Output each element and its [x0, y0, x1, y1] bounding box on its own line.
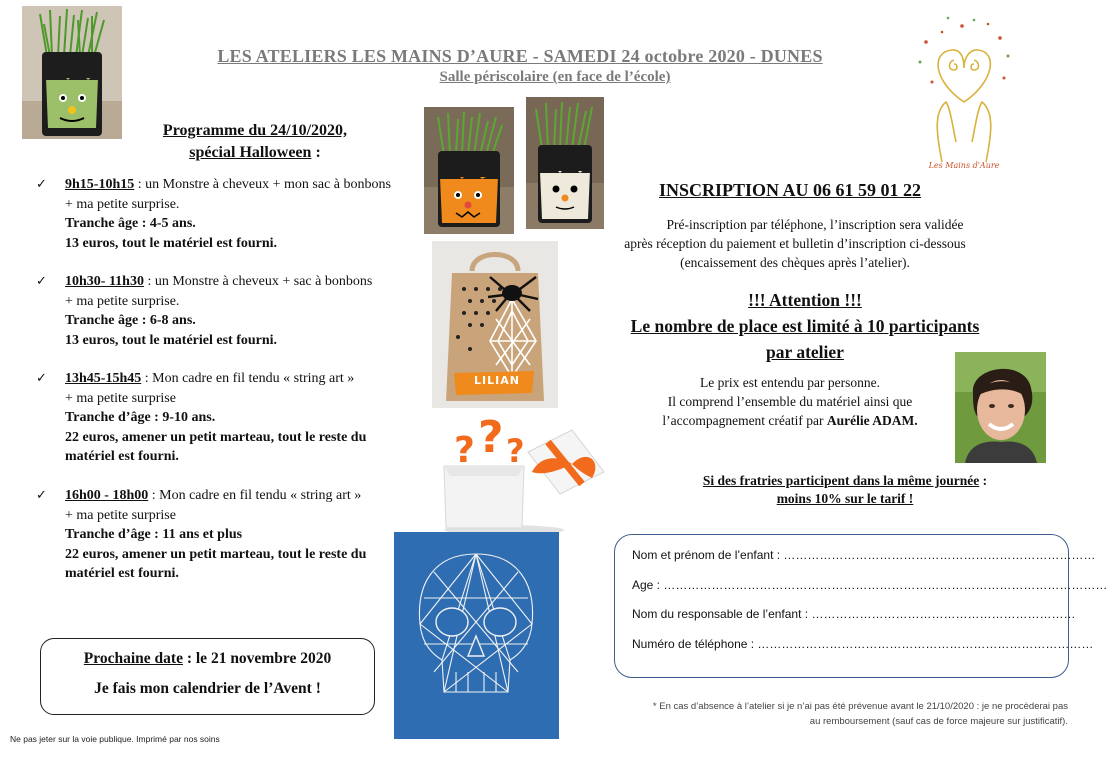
session-description: : Mon cadre en fil tendu « string art » [141, 371, 355, 386]
checkmark-icon: ✓ [36, 488, 47, 503]
attention-limit: Le nombre de place est limité à 10 participants [630, 316, 980, 336]
logo-text: Les Mains d'Aure [928, 161, 1000, 170]
refund-footnote-line: au remboursement (sauf cas de force majeure sur justificatif). [809, 716, 1068, 727]
attention-title: !!! Attention !!! [748, 290, 862, 310]
price-info-line: Le prix est entendu par personne. [700, 375, 880, 390]
surprise-gift-image [432, 412, 617, 536]
session-time: 16h00 - 18h00 [65, 488, 149, 503]
session-item [36, 272, 446, 350]
program-title-colon: : [311, 144, 321, 161]
session-price: 22 euros, amener un petit marteau, tout le reste du [65, 546, 367, 562]
program-title [120, 120, 390, 164]
next-date-value: : le 21 novembre 2020 [182, 650, 332, 667]
inscription-heading: INSCRIPTION AU 06 61 59 01 22 [658, 180, 922, 200]
next-date-activity: Je fais mon calendrier de l’Avent ! [94, 680, 321, 697]
sibling-discount-colon: : [979, 473, 988, 488]
checkmark-icon: ✓ [36, 274, 47, 289]
white-monster-pot-image [526, 97, 604, 229]
attention-notice [590, 287, 1020, 365]
refund-footnote [590, 699, 1068, 729]
session-description: : un Monstre à cheveux + sac à bonbons [143, 274, 373, 289]
session-extra: + ma petite surprise. [65, 196, 180, 212]
session-extra: + ma petite surprise. [65, 293, 180, 309]
svg-text:?: ? [506, 432, 525, 470]
instructor-name: Aurélie ADAM. [826, 413, 918, 428]
session-description: : un Monstre à cheveux + mon sac à bonbons [134, 177, 391, 192]
session-age: Tranche âge : 4-5 ans. [65, 216, 196, 231]
checkmark-icon: ✓ [36, 371, 47, 386]
session-extra: + ma petite surprise [65, 507, 176, 523]
brand-logo [912, 12, 1016, 177]
session-extra: + ma petite surprise [65, 390, 176, 406]
preinscription-line: Pré-inscription par téléphone, l’inscription sera validée [666, 217, 964, 232]
guardian-name-field[interactable]: Nom du responsable de l’enfant : ………………………………………………………… [632, 607, 1076, 621]
session-price: 13 euros, tout le matériel est fourni. [65, 332, 278, 348]
session-age: Tranche âge : 6-8 ans. [65, 313, 196, 328]
session-price-continued: matériel est fourni. [65, 566, 179, 581]
age-field[interactable]: Age : ………………………………………………………………………………………………… [632, 578, 1107, 592]
svg-text:?: ? [478, 412, 504, 463]
session-time: 9h15-10h15 [65, 177, 135, 192]
session-time: 10h30- 11h30 [65, 274, 144, 289]
program-title-line1: Programme du 24/10/2020, [162, 122, 348, 139]
preinscription-line: après réception du paiement et bulletin d’inscription ci-dessous [624, 236, 966, 251]
next-date-label: Prochaine date [83, 650, 183, 667]
checkmark-icon: ✓ [36, 177, 47, 192]
sibling-discount-condition: Si des fratries participent dans la même journée [702, 473, 980, 488]
next-date-box [40, 638, 375, 715]
spider-bag-image [432, 241, 558, 408]
session-price: 22 euros, amener un petit marteau, tout le reste du [65, 429, 367, 445]
program-title-line2: spécial Halloween [189, 144, 312, 161]
bag-name-label: LILIAN [474, 374, 520, 387]
preinscription-line: (encaissement des chèques après l’atelier). [680, 255, 910, 270]
sibling-discount [660, 472, 1030, 508]
page-title: LES ATELIERS LES MAINS D’AURE - SAMEDI 24 octobre 2020 - DUNES [217, 46, 823, 66]
pumpkin-monster-pot-image [424, 107, 514, 234]
svg-text:?: ? [454, 430, 475, 471]
session-item [36, 369, 446, 467]
session-description: : Mon cadre en fil tendu « string art » [148, 488, 362, 503]
green-monster-pot-image [22, 6, 122, 139]
session-age: Tranche d’âge : 11 ans et plus [65, 527, 243, 542]
page-subtitle: Salle périscolaire (en face de l’école) [439, 69, 671, 85]
string-art-skull-image [394, 532, 559, 739]
session-item [36, 175, 446, 253]
price-info-line: l’accompagnement créatif par [662, 413, 827, 428]
refund-footnote-line: * En cas d’absence à l’atelier si je n’ai pas été prévenue avant le 21/10/2020 : je ne procèderai pas [652, 701, 1068, 712]
session-price-continued: matériel est fourni. [65, 449, 179, 464]
phone-number-field[interactable]: Numéro de téléphone : ………………………………………………………………………… [632, 637, 1094, 651]
sibling-discount-value: moins 10% sur le tarif ! [776, 491, 914, 506]
child-name-field[interactable]: Nom et prénom de l’enfant : …………………………………………………………………… [632, 548, 1096, 562]
price-info-line: Il comprend l’ensemble du matériel ainsi que [667, 394, 913, 409]
print-notice: Ne pas jeter sur la voie publique. Imprimé par nos soins [10, 734, 220, 744]
session-time: 13h45-15h45 [65, 371, 142, 386]
session-price: 13 euros, tout le matériel est fourni. [65, 235, 278, 251]
attention-per-workshop: par atelier [766, 342, 844, 362]
registration-form [614, 534, 1107, 678]
session-item [36, 486, 446, 584]
session-age: Tranche d’âge : 9-10 ans. [65, 410, 216, 425]
preinscription-text [590, 215, 1000, 272]
price-info [630, 373, 950, 430]
instructor-portrait-image [955, 352, 1046, 463]
